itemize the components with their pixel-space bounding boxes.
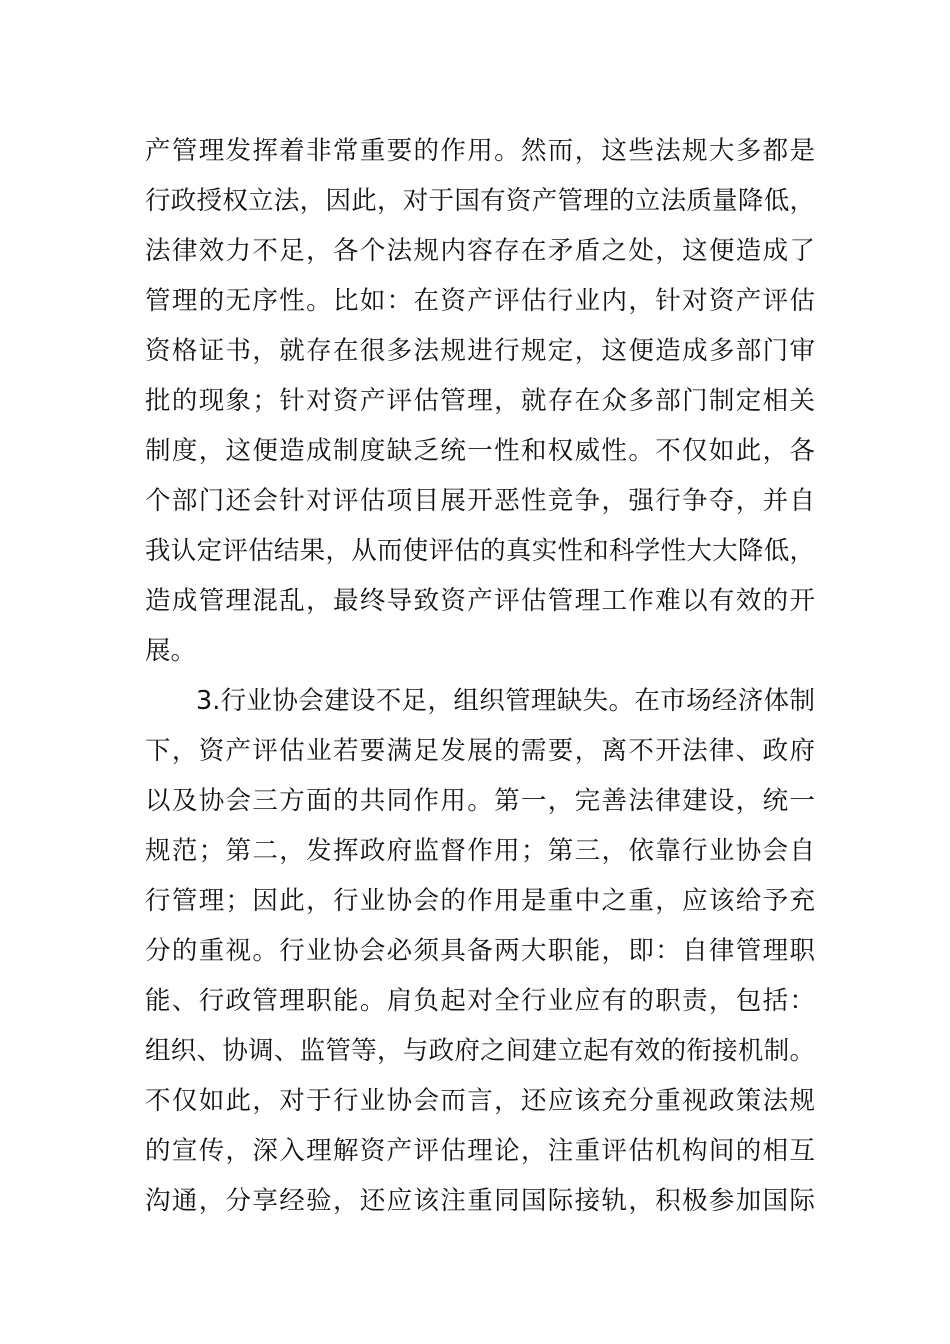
- paragraph-line: 制度，这便造成制度缺乏统一性和权威性。不仅如此，各: [145, 436, 815, 466]
- paragraph-line: 规范；第二，发挥政府监督作用；第三，依靠行业协会自: [145, 836, 815, 866]
- paragraph-line: 个部门还会针对评估项目展开恶性竞争，强行争夺，并自: [145, 486, 815, 516]
- paragraph-line: 我认定评估结果，从而使评估的真实性和科学性大大降低，: [145, 536, 815, 566]
- paragraph-2: [145, 676, 815, 1226]
- document-body: [145, 126, 815, 1226]
- paragraph-line: 行政授权立法，因此，对于国有资产管理的立法质量降低，: [145, 186, 815, 216]
- paragraph-line: 不仅如此，对于行业协会而言，还应该充分重视政策法规: [145, 1086, 815, 1116]
- paragraph-line: 沟通，分享经验，还应该注重同国际接轨，积极参加国际: [145, 1186, 815, 1216]
- paragraph-line: 能、行政管理职能。肩负起对全行业应有的职责，包括：: [145, 986, 815, 1016]
- paragraph-line: 管理的无序性。比如：在资产评估行业内，针对资产评估: [145, 286, 815, 316]
- paragraph-line: 下，资产评估业若要满足发展的需要，离不开法律、政府: [145, 736, 815, 766]
- paragraph-line: 行管理；因此，行业协会的作用是重中之重，应该给予充: [145, 886, 815, 916]
- paragraph-line: 法律效力不足，各个法规内容存在矛盾之处，这便造成了: [145, 236, 815, 266]
- paragraph-line: 资格证书，就存在很多法规进行规定，这便造成多部门审: [145, 336, 815, 366]
- paragraph-line: 3.行业协会建设不足，组织管理缺失。在市场经济体制: [196, 686, 815, 716]
- paragraph-line: 展。: [145, 636, 197, 666]
- paragraph-line: 以及协会三方面的共同作用。第一，完善法律建设，统一: [145, 786, 815, 816]
- paragraph-line: 的宣传，深入理解资产评估理论，注重评估机构间的相互: [145, 1136, 815, 1166]
- paragraph-line: 产管理发挥着非常重要的作用。然而，这些法规大多都是: [145, 136, 815, 166]
- paragraph-line: 造成管理混乱，最终导致资产评估管理工作难以有效的开: [145, 586, 815, 616]
- paragraph-1: [145, 126, 815, 676]
- paragraph-line: 批的现象；针对资产评估管理，就存在众多部门制定相关: [145, 386, 815, 416]
- paragraph-line: 组织、协调、监管等，与政府之间建立起有效的衔接机制。: [145, 1036, 815, 1066]
- paragraph-line: 分的重视。行业协会必须具备两大职能，即：自律管理职: [145, 936, 815, 966]
